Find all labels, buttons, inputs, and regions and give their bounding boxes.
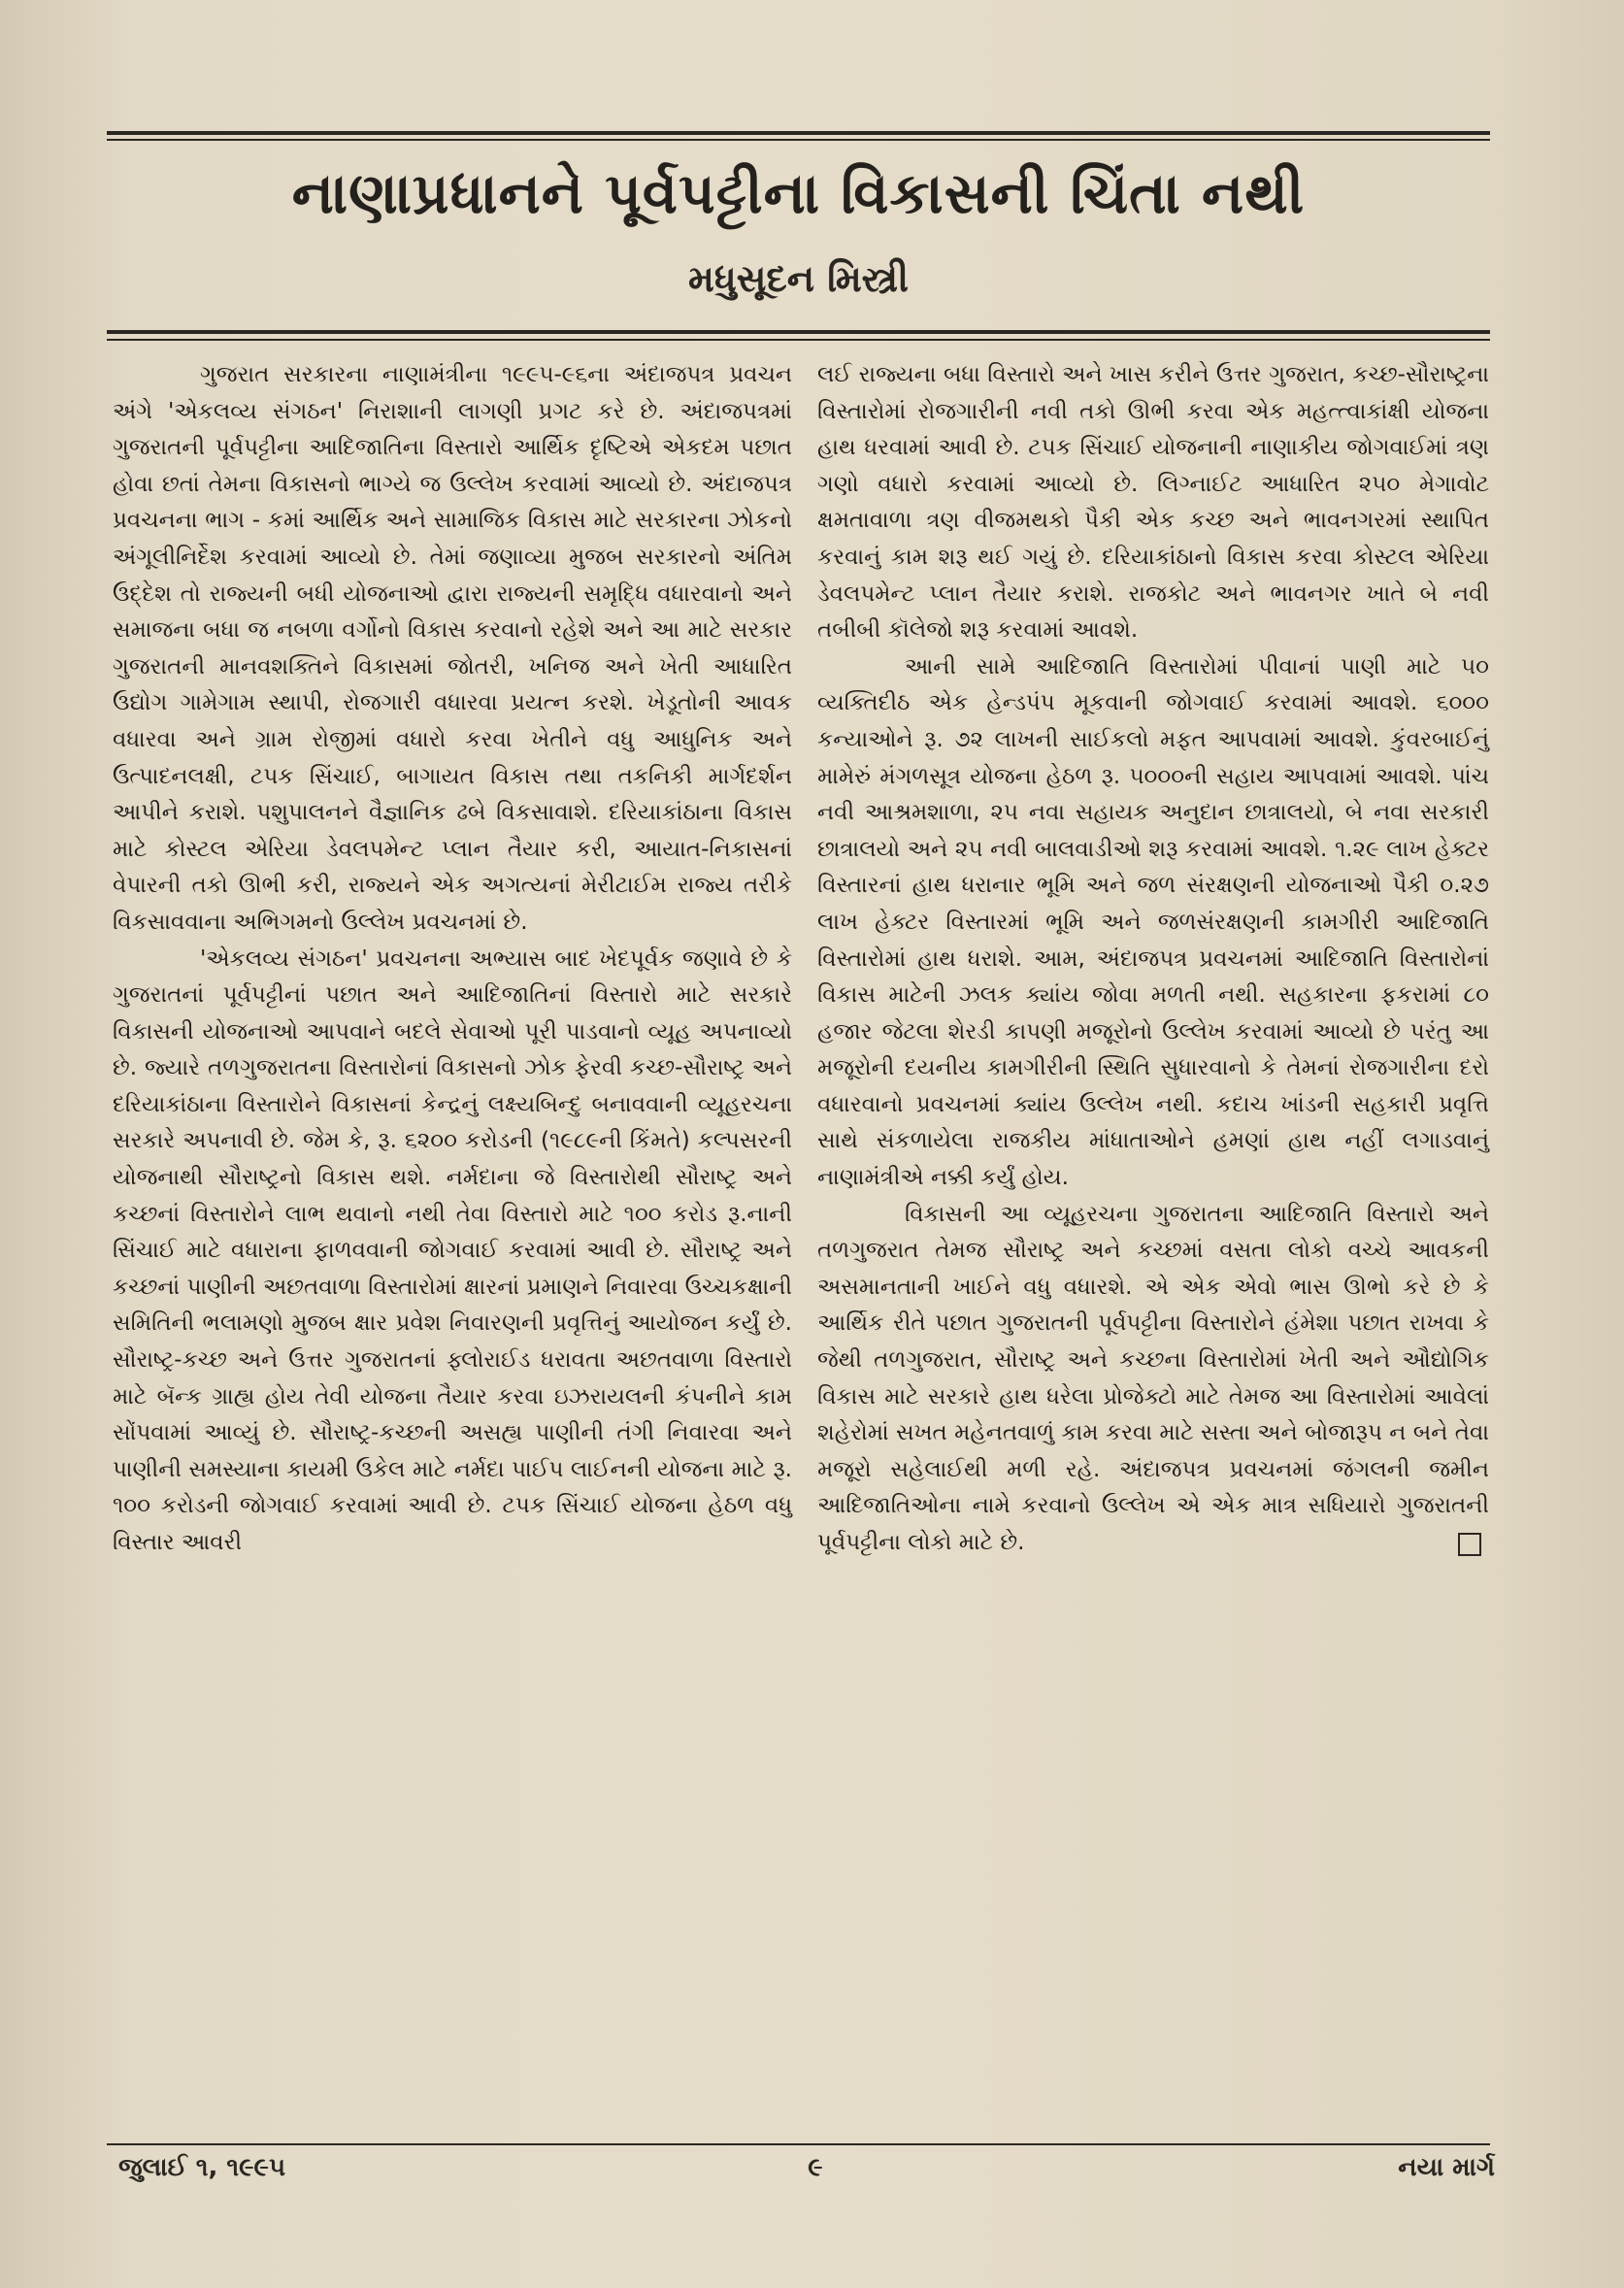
title-rule-thin [107, 339, 1490, 341]
paragraph-text: વિકાસની આ વ્યૂહરચના ગુજરાતના આદિજાતિ વિસ્તારો અને તળગુજરાત તેમજ સૌરાષ્ટ્ર અને કચ્છમાં વસતા લોકો વચ્ચે આવકની અસમાનતાની ખાઈને વધુ વધારશે. એ એક એવો ભાસ ઊભો કરે છે કે આર્થિક રીતે પછાત ગુજરાતની પૂર્વપટ્ટીના વિસ્તારોને હંમેશા પછાત રાખવા કે જેથી તળગુજરાત, સૌરાષ્ટ્ર અને કચ્છના વિસ્તારોમાં ખેતી અને ઔદ્યોગિક વિકાસ માટે સરકારે હાથ ધરેલા પ્રોજેક્ટો માટે તેમજ આ વિસ્તારોમાં આવેલાં શહેરોમાં સખત મહેનતવાળું કામ કરવા માટે સસ્તા અને બોજારૂપ ન બને તેવા મજૂરો સહેલાઈથી મળી રહે. અંદાજપત્ર પ્રવચનમાં જંગલની જમીન આદિજાતિઓના નામે કરવાનો ઉલ્લેખ એ એક માત્ર સધિયારો ગુજરાતની પૂર્વપટ્ટીના લોકો માટે છે. [817, 1201, 1489, 1555]
paragraph: 'એકલવ્ય સંગઠન' પ્રવચનના અભ્યાસ બાદ ખેદપૂર્વક જણાવે છે કે ગુજરાતનાં પૂર્વપટ્ટીનાં પછાત અને આદિજાતિનાં વિસ્તારો માટે સરકારે વિકાસની યોજનાઓ આપવાને બદલે સેવાઓ પૂરી પાડવાનો વ્યૂહ અપનાવ્યો છે. જ્યારે તળગુજરાતના વિસ્તારોનાં વિકાસનો ઝોક ફેરવી કચ્છ-સૌરાષ્ટ્ર અને દરિયાકાંઠાના વિસ્તારોને વિકાસનાં કેન્દ્રનું લક્ષ્યબિન્દુ બનાવવાની વ્યૂહરચના સરકારે અપનાવી છે. જેમ કે, રૂ. ૬૨૦૦ કરોડની (૧૯૮૯ની કિંમતે) કલ્પસરની યોજનાથી સૌરાષ્ટ્રનો વિકાસ થશે. નર્મદાના જે વિસ્તારોથી સૌરાષ્ટ્ર અને કચ્છનાં વિસ્તારોને લાભ થવાનો નથી તેવા વિસ્તારો માટે ૧૦૦ કરોડ રૂ.નાની સિંચાઈ માટે વધારાના ફાળવવાની જોગવાઈ કરવામાં આવી છે. સૌરાષ્ટ્ર અને કચ્છનાં પાણીની અછતવાળા વિસ્તારોમાં ક્ષારનાં પ્રમાણને નિવારવા ઉચ્ચકક્ષાની સમિતિની ભલામણો મુજબ ક્ષાર પ્રવેશ નિવારણની પ્રવૃત્તિનું આયોજન કર્યું છે. સૌરાષ્ટ્ર-કચ્છ અને ઉત્તર ગુજરાતનાં ફ્લોરાઈડ ધરાવતા અછતવાળા વિસ્તારો માટે બૅન્ક ગ્રાહ્ય હોય તેવી યોજના તૈયાર કરવા ઇઝરાયલની કંપનીને કામ સોંપવામાં આવ્યું છે. સૌરાષ્ટ્ર-કચ્છની અસહ્ય પાણીની તંગી નિવારવા અને પાણીની સમસ્યાના કાયમી ઉકેલ માટે નર્મદા પાઈપ લાઈનની યોજના માટે રૂ. ૧૦૦ કરોડની જોગવાઈ કરવામાં આવી છે. ટપક સિંચાઈ યોજના હેઠળ વધુ વિસ્તાર આવરી [113, 945, 792, 1555]
right-column [817, 357, 1489, 1562]
article-author: મધુસૂદન મિસ્ત્રી [688, 257, 909, 300]
left-column [113, 357, 792, 1562]
paragraph [817, 1197, 1489, 1562]
end-of-article-mark [1458, 1533, 1481, 1556]
header-rule-thick [107, 131, 1490, 135]
page-number: ૯ [808, 2153, 823, 2182]
magazine-name: નયા માર્ગ [1398, 2153, 1495, 2182]
header-rule-thin [107, 139, 1490, 141]
paragraph: આની સામે આદિજાતિ વિસ્તારોમાં પીવાનાં પાણી માટે ૫૦ વ્યક્તિદીઠ એક હેન્ડપંપ મૂકવાની જોગવાઈ કરવામાં આવશે. ૬૦૦૦ કન્યાઓને રૂ. ૭૨ લાખની સાઈકલો મફત આપવામાં આવશે. કુંવરબાઈનું મામેરું મંગળસૂત્ર યોજના હેઠળ રૂ. ૫૦૦૦ની સહાય આપવામાં આવશે. પાંચ નવી આશ્રમશાળા, ૨૫ નવા સહાયક અનુદાન છાત્રાલયો, બે નવા સરકારી છાત્રાલયો અને ૨૫ નવી બાલવાડીઓ શરૂ કરવામાં આવશે. ૧.૨૯ લાખ હેક્ટર વિસ્તારનાં હાથ ધરાનાર ભૂમિ અને જળ સંરક્ષણની યોજનાઓ પૈકી ૦.૨૭ લાખ હેક્ટર વિસ્તારમાં ભૂમિ અને જળસંરક્ષણની કામગીરી આદિજાતિ વિસ્તારોમાં હાથ ધરાશે. આમ, અંદાજપત્ર પ્રવચનમાં આદિજાતિ વિસ્તારોનાં વિકાસ માટેની ઝલક ક્યાંય જોવા મળતી નથી. સહકારના ફકરામાં ૮૦ હજાર જેટલા શેરડી કાપણી મજૂરોનો ઉલ્લેખ કરવામાં આવ્યો છે પરંતુ આ મજૂરોની દયનીય કામગીરીની સ્થિતિ સુધારવાનો કે તેમનાં રોજગારીના દરો વધારવાનો પ્રવચનમાં ક્યાંય ઉલ્લેખ નથી. કદાચ ખાંડની સહકારી પ્રવૃત્તિ સાથે સંકળાયેલા રાજકીય માંધાતાઓને હમણાં હાથ નહીં લગાડવાનું નાણામંત્રીએ નક્કી કર્યું હોય. [817, 653, 1489, 1191]
paragraph: ગુજરાત સરકારના નાણામંત્રીના ૧૯૯૫-૯૬ના અંદાજપત્ર પ્રવચન અંગે 'એકલવ્ય સંગઠન' નિરાશાની લાગણી પ્રગટ કરે છે. અંદાજપત્રમાં ગુજરાતની પૂર્વપટ્ટીના આદિજાતિના વિસ્તારો આર્થિક દૃષ્ટિએ એકદમ પછાત હોવા છતાં તેમના વિકાસનો ભાગ્યે જ ઉલ્લેખ કરવામાં આવ્યો છે. અંદાજપત્ર પ્રવચનના ભાગ - કમાં આર્થિક અને સામાજિક વિકાસ માટે સરકારના ઝોકનો અંગૂલીનિર્દેશ કરવામાં આવ્યો છે. તેમાં જણાવ્યા મુજબ સરકારનો અંતિમ ઉદ્દેશ તો રાજ્યની બધી યોજનાઓ દ્વારા રાજ્યની સમૃદ્ધિ વધારવાનો અને સમાજના બધા જ નબળા વર્ગોનો વિકાસ કરવાનો રહેશે અને આ માટે સરકાર ગુજરાતની માનવશક્તિને વિકાસમાં જોતરી, ખનિજ અને ખેતી આધારિત ઉદ્યોગ ગામેગામ સ્થાપી, રોજગારી વધારવા પ્રયત્ન કરશે. ખેડૂતોની આવક વધારવા અને ગ્રામ રોજીમાં વધારો કરવા ખેતીને વધુ આધુનિક અને ઉત્પાદનલક્ષી, ટપક સિંચાઈ, બાગાયત વિકાસ તથા તકનિકી માર્ગદર્શન આપીને કરાશે. પશુપાલનને વૈજ્ઞાનિક ઢબે વિકસાવાશે. દરિયાકાંઠાના વિકાસ માટે કોસ્ટલ એરિયા ડેવલપમેન્ટ પ્લાન તૈયાર કરી, આયાત-નિકાસનાં વેપારની તકો ઊભી કરી, રાજ્યને એક અગત્યનાં મેરીટાઈમ રાજ્ય તરીકે વિકસાવવાના અભિગમનો ઉલ્લેખ પ્રવચનમાં છે. [113, 362, 792, 935]
issue-date: જુલાઈ ૧, ૧૯૯૫ [118, 2153, 286, 2182]
title-rule-thick [107, 330, 1490, 334]
footer-rule [107, 2143, 1490, 2145]
article-title: નાણાપ્રધાનને પૂર્વપટ્ટીના વિકાસની ચિંતા નથી [291, 160, 1306, 226]
paragraph: લઈ રાજ્યના બધા વિસ્તારો અને ખાસ કરીને ઉત્તર ગુજરાત, કચ્છ-સૌરાષ્ટ્રના વિસ્તારોમાં રોજગારીની નવી તકો ઊભી કરવા એક મહત્ત્વાકાંક્ષી યોજના હાથ ધરવામાં આવી છે. ટપક સિંચાઈ યોજનાની નાણાકીય જોગવાઈમાં ત્રણ ગણો વધારો કરવામાં આવ્યો છે. લિગ્નાઈટ આધારિત ૨૫૦ મેગાવોટ ક્ષમતાવાળા ત્રણ વીજમથકો પૈકી એક કચ્છ અને ભાવનગરમાં સ્થાપિત કરવાનું કામ શરૂ થઈ ગયું છે. દરિયાકાંઠાનો વિકાસ કરવા કોસ્ટલ એરિયા ડેવલપમેન્ટ પ્લાન તૈયાર કરાશે. રાજકોટ અને ભાવનગર ખાતે બે નવી તબીબી કૉલેજો શરૂ કરવામાં આવશે. [817, 362, 1489, 644]
